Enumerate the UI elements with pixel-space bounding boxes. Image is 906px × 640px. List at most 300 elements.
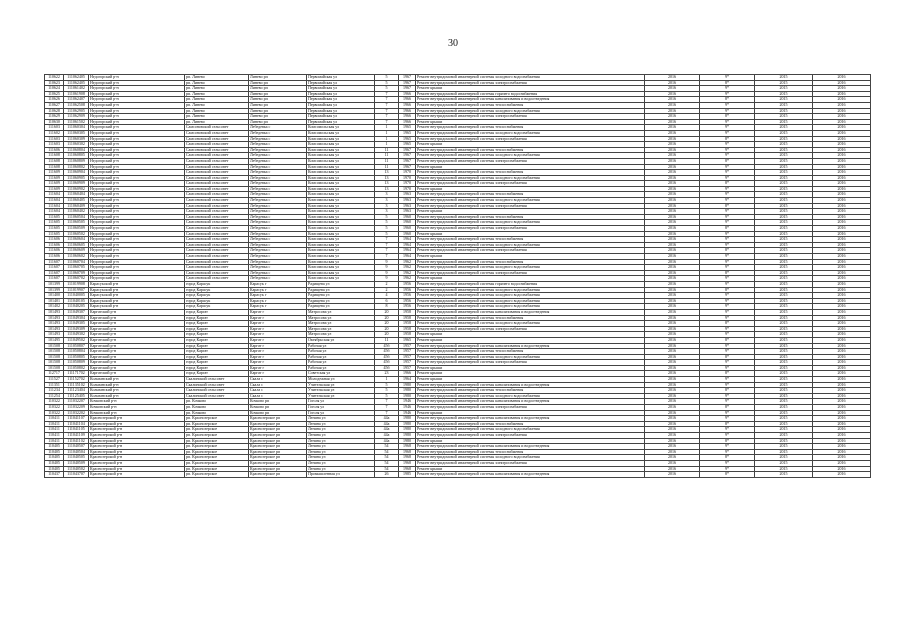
object-code-cell: 111019907: [64, 287, 89, 293]
row-id-cell: 111608: [45, 164, 64, 170]
repair-schedule-table: [44, 74, 871, 478]
object-code-cell: 111060409: [64, 203, 89, 209]
build-year-cell: 1967: [399, 80, 416, 86]
street-cell: Радищева ул: [307, 287, 375, 293]
row-id-cell: 110411: [45, 421, 64, 427]
priority-cell: 9*: [700, 466, 755, 472]
start-year-cell: 2015: [755, 91, 813, 97]
object-code-cell: 111032202: [64, 410, 89, 416]
street-cell: Комсомольская ул: [307, 181, 375, 187]
row-id-cell: 110625: [45, 91, 64, 97]
house-number-cell: 2: [375, 281, 399, 287]
object-code-cell: 111060502: [64, 231, 89, 237]
plan-year-cell: 2016: [645, 198, 700, 204]
start-year-cell: 2015: [755, 164, 813, 170]
street-cell: Матросова ул: [307, 309, 375, 315]
object-code-cell: 111040505: [64, 455, 89, 461]
row-id-cell: 110629: [45, 114, 64, 120]
build-year-cell: 1960: [399, 231, 416, 237]
street-cell: Комсомольская ул: [307, 220, 375, 226]
plan-year-cell: 2016: [645, 231, 700, 237]
row-id-cell: 111607: [45, 276, 64, 282]
start-year-cell: 2015: [755, 321, 813, 327]
start-year-cell: 2015: [755, 304, 813, 310]
district-cell: Каргатский р-н: [89, 321, 185, 327]
build-year-cell: 1958: [399, 315, 416, 321]
object-code-cell: 111032207: [64, 399, 89, 405]
plan-year-cell: 2016: [645, 226, 700, 232]
district-cell: Недогорский р-н: [89, 91, 185, 97]
build-year-cell: 1980: [399, 382, 416, 388]
end-year-cell: 2016: [813, 237, 871, 243]
start-year-cell: 2015: [755, 198, 813, 204]
plan-year-cell: 2016: [645, 248, 700, 254]
street-cell: Комсомольская ул: [307, 142, 375, 148]
work-type-cell: Ремонт внутридомовой инженерной системы электроснабжения: [416, 226, 645, 232]
locality-cell: Каргат г: [249, 332, 307, 338]
plan-year-cell: 2016: [645, 410, 700, 416]
work-type-cell: Ремонт внутридомовой инженерной системы канализования и водоотведения: [416, 97, 645, 103]
house-number-cell: 45б: [375, 349, 399, 355]
build-year-cell: 1960: [399, 226, 416, 232]
locality-cell: Линево рп: [249, 102, 307, 108]
plan-year-cell: 2016: [645, 147, 700, 153]
priority-cell: 9*: [700, 276, 755, 282]
object-code-cell: 111060804: [64, 147, 89, 153]
priority-cell: 9*: [700, 153, 755, 159]
object-code-cell: 111041105: [64, 427, 89, 433]
district-cell: Недогорский р-н: [89, 198, 185, 204]
priority-cell: 8*: [700, 114, 755, 120]
street-cell: Рабочая ул: [307, 349, 375, 355]
work-type-cell: Ремонт внутридомовой инженерной системы электроснабжения: [416, 326, 645, 332]
row-id-cell: 101495: [45, 337, 64, 343]
locality-cell: Каргат г: [249, 309, 307, 315]
priority-cell: 9*: [700, 198, 755, 204]
house-number-cell: 7: [375, 399, 399, 405]
plan-year-cell: 2016: [645, 309, 700, 315]
locality-cell: Краснозерское рп: [249, 449, 307, 455]
row-id-cell: 111606: [45, 147, 64, 153]
row-id-cell: 110322: [45, 399, 64, 405]
street-cell: Комсомольская ул: [307, 164, 375, 170]
start-year-cell: 2015: [755, 130, 813, 136]
row-id-cell: 110405: [45, 455, 64, 461]
plan-year-cell: 2016: [645, 321, 700, 327]
row-id-cell: 110630: [45, 119, 64, 125]
street-cell: Комсомольская ул: [307, 186, 375, 192]
locality-cell: Каргат г: [249, 365, 307, 371]
plan-year-cell: 2016: [645, 203, 700, 209]
house-number-cell: 5: [375, 388, 399, 394]
district-cell: Недогорский р-н: [89, 214, 185, 220]
row-id-cell: 101493: [45, 332, 64, 338]
end-year-cell: 2016: [813, 259, 871, 265]
row-id-cell: 111605: [45, 226, 64, 232]
start-year-cell: 2015: [755, 405, 813, 411]
house-number-cell: 54: [375, 444, 399, 450]
district-cell: Недогорский р-н: [89, 270, 185, 276]
build-year-cell: 1967: [399, 86, 416, 92]
work-type-cell: Ремонт внутридомовой инженерной системы теплоснабжения: [416, 147, 645, 153]
plan-year-cell: 2016: [645, 315, 700, 321]
municipality-cell: Самсоновский сельсовет: [185, 186, 249, 192]
district-cell: Каргатский р-н: [89, 360, 185, 366]
locality-cell: Краснозерское рп: [249, 460, 307, 466]
object-code-cell: 111060509: [64, 226, 89, 232]
start-year-cell: 2015: [755, 86, 813, 92]
row-id-cell: 112717: [45, 371, 64, 377]
row-id-cell: 111608: [45, 158, 64, 164]
page-number: 30: [448, 38, 458, 49]
district-cell: Кольванский р-н: [89, 388, 185, 394]
object-code-cell: 111040105: [64, 298, 89, 304]
start-year-cell: 2015: [755, 449, 813, 455]
street-cell: Комсомольская ул: [307, 158, 375, 164]
street-cell: Первомайская ул: [307, 86, 375, 92]
district-cell: Каргатский р-н: [89, 354, 185, 360]
plan-year-cell: 2016: [645, 337, 700, 343]
row-id-cell: 111351: [45, 382, 64, 388]
row-id-cell: 110405: [45, 460, 64, 466]
priority-cell: 8*: [700, 321, 755, 327]
end-year-cell: 2016: [813, 192, 871, 198]
municipality-cell: рп. Краснозерское: [185, 444, 249, 450]
work-type-cell: Ремонт внутридомовой инженерной системы холодного водоснабжения: [416, 393, 645, 399]
municipality-cell: Самсоновский сельсовет: [185, 248, 249, 254]
end-year-cell: 2016: [813, 343, 871, 349]
table-body: [45, 75, 871, 478]
plan-year-cell: 2016: [645, 449, 700, 455]
house-number-cell: 11: [375, 153, 399, 159]
house-number-cell: 9: [375, 270, 399, 276]
street-cell: Комсомольская ул: [307, 248, 375, 254]
priority-cell: 9*: [700, 326, 755, 332]
row-id-cell: 110411: [45, 416, 64, 422]
row-id-cell: 111527: [45, 377, 64, 383]
street-cell: Первомайская ул: [307, 80, 375, 86]
priority-cell: 9*: [700, 186, 755, 192]
house-number-cell: 1: [375, 377, 399, 383]
start-year-cell: 2015: [755, 175, 813, 181]
end-year-cell: 2016: [813, 108, 871, 114]
plan-year-cell: 2016: [645, 371, 700, 377]
work-type-cell: Ремонт внутридомовой инженерной системы теплоснабжения: [416, 214, 645, 220]
house-number-cell: 20: [375, 309, 399, 315]
street-cell: Рабочая ул: [307, 360, 375, 366]
object-code-cell: 111062508: [64, 102, 89, 108]
plan-year-cell: 2016: [645, 287, 700, 293]
end-year-cell: 2016: [813, 349, 871, 355]
plan-year-cell: 2016: [645, 254, 700, 260]
start-year-cell: 2015: [755, 119, 813, 125]
district-cell: Недогорский р-н: [89, 186, 185, 192]
district-cell: Каргатский р-н: [89, 371, 185, 377]
locality-cell: Каргат г: [249, 326, 307, 332]
priority-cell: 8*: [700, 158, 755, 164]
work-type-cell: Ремонт внутридомовой инженерной системы холодного водоснабжения: [416, 130, 645, 136]
work-type-cell: Ремонт внутридомовой инженерной системы теплоснабжения: [416, 170, 645, 176]
street-cell: Ленина ул: [307, 421, 375, 427]
street-cell: Первомайская ул: [307, 75, 375, 81]
end-year-cell: 2016: [813, 226, 871, 232]
start-year-cell: 2015: [755, 158, 813, 164]
start-year-cell: 2015: [755, 377, 813, 383]
end-year-cell: 2016: [813, 371, 871, 377]
locality-cell: Скала с: [249, 382, 307, 388]
house-number-cell: 13: [375, 170, 399, 176]
house-number-cell: 3: [375, 198, 399, 204]
municipality-cell: Самсоновский сельсовет: [185, 265, 249, 271]
end-year-cell: 2016: [813, 393, 871, 399]
municipality-cell: город Каргат: [185, 321, 249, 327]
municipality-cell: Самсоновский сельсовет: [185, 164, 249, 170]
work-type-cell: Ремонт внутридомовой инженерной системы теплоснабжения: [416, 349, 645, 355]
object-code-cell: 111049305: [64, 321, 89, 327]
row-id-cell: 111605: [45, 214, 64, 220]
end-year-cell: 2016: [813, 460, 871, 466]
municipality-cell: город Каргат: [185, 343, 249, 349]
municipality-cell: рп. Линево: [185, 80, 249, 86]
build-year-cell: 1970: [399, 170, 416, 176]
municipality-cell: рп. Краснозерское: [185, 472, 249, 478]
municipality-cell: город Карасук: [185, 304, 249, 310]
locality-cell: Линево рп: [249, 75, 307, 81]
plan-year-cell: 2016: [645, 270, 700, 276]
row-id-cell: 101508: [45, 343, 64, 349]
work-type-cell: Ремонт внутридомовой инженерной системы электроснабжения: [416, 360, 645, 366]
plan-year-cell: 2016: [645, 259, 700, 265]
plan-year-cell: 2016: [645, 438, 700, 444]
district-cell: Недогорский р-н: [89, 125, 185, 131]
house-number-cell: 54: [375, 455, 399, 461]
district-cell: Недогорский р-н: [89, 80, 185, 86]
district-cell: Недогорский р-н: [89, 114, 185, 120]
priority-cell: 8*: [700, 388, 755, 394]
start-year-cell: 2015: [755, 315, 813, 321]
end-year-cell: 2016: [813, 186, 871, 192]
plan-year-cell: 2016: [645, 237, 700, 243]
plan-year-cell: 2016: [645, 214, 700, 220]
district-cell: Кочковский р-н: [89, 410, 185, 416]
priority-cell: 8*: [700, 270, 755, 276]
locality-cell: Линево рп: [249, 80, 307, 86]
work-type-cell: Ремонт внутридомовой инженерной системы холодного водоснабжения: [416, 354, 645, 360]
street-cell: Комсомольская ул: [307, 270, 375, 276]
start-year-cell: 2015: [755, 254, 813, 260]
house-number-cell: 1: [375, 142, 399, 148]
district-cell: Кольванский р-н: [89, 393, 185, 399]
build-year-cell: 1963: [399, 209, 416, 215]
work-type-cell: Ремонт крыши: [416, 254, 645, 260]
work-type-cell: Ремонт внутридомовой инженерной системы горячего водоснабжения: [416, 91, 645, 97]
work-type-cell: Ремонт внутридомовой инженерной системы теплоснабжения: [416, 237, 645, 243]
locality-cell: Линево рп: [249, 114, 307, 120]
municipality-cell: Самсоновский сельсовет: [185, 198, 249, 204]
build-year-cell: 1962: [399, 259, 416, 265]
house-number-cell: 13: [375, 175, 399, 181]
end-year-cell: 2016: [813, 142, 871, 148]
district-cell: Недогорский р-н: [89, 142, 185, 148]
district-cell: Недогорский р-н: [89, 86, 185, 92]
end-year-cell: 2016: [813, 170, 871, 176]
object-code-cell: 111060809: [64, 158, 89, 164]
start-year-cell: 2015: [755, 466, 813, 472]
house-number-cell: 44а: [375, 421, 399, 427]
object-code-cell: 111062909: [64, 114, 89, 120]
work-type-cell: Ремонт внутридомовой инженерной системы электроснабжения: [416, 248, 645, 254]
street-cell: Комсомольская ул: [307, 242, 375, 248]
street-cell: Комсомольская ул: [307, 130, 375, 136]
object-code-cell: 111060405: [64, 198, 89, 204]
street-cell: Комсомольская ул: [307, 203, 375, 209]
row-id-cell: 111606: [45, 242, 64, 248]
start-year-cell: 2015: [755, 214, 813, 220]
district-cell: Кочковский р-н: [89, 399, 185, 405]
priority-cell: 9*: [700, 231, 755, 237]
house-number-cell: 7: [375, 91, 399, 97]
street-cell: Первомайская ул: [307, 108, 375, 114]
build-year-cell: 1966: [399, 91, 416, 97]
plan-year-cell: 2016: [645, 209, 700, 215]
build-year-cell: 1967: [399, 75, 416, 81]
object-code-cell: 111060604: [64, 237, 89, 243]
municipality-cell: Самсоновский сельсовет: [185, 203, 249, 209]
start-year-cell: 2015: [755, 410, 813, 416]
district-cell: Недогорский р-н: [89, 226, 185, 232]
street-cell: Комсомольская ул: [307, 192, 375, 198]
street-cell: Комсомольская ул: [307, 259, 375, 265]
municipality-cell: Самсоновский сельсовет: [185, 226, 249, 232]
house-number-cell: 3: [375, 192, 399, 198]
plan-year-cell: 2016: [645, 91, 700, 97]
street-cell: Комсомольская ул: [307, 170, 375, 176]
build-year-cell: 1967: [399, 147, 416, 153]
locality-cell: Линево рп: [249, 119, 307, 125]
object-code-cell: 111123404: [64, 388, 89, 394]
locality-cell: Лебедевка с: [249, 147, 307, 153]
priority-cell: 9*: [700, 449, 755, 455]
district-cell: Недогорский р-н: [89, 254, 185, 260]
locality-cell: Кочково рп: [249, 405, 307, 411]
street-cell: Комсомольская ул: [307, 125, 375, 131]
house-number-cell: 44а: [375, 427, 399, 433]
start-year-cell: 2015: [755, 460, 813, 466]
house-number-cell: 20: [375, 326, 399, 332]
locality-cell: Скала с: [249, 377, 307, 383]
start-year-cell: 2015: [755, 102, 813, 108]
street-cell: Ленина ул: [307, 438, 375, 444]
plan-year-cell: 2016: [645, 75, 700, 81]
object-code-cell: 111171702: [64, 371, 89, 377]
district-cell: Краснозерский р-н: [89, 472, 185, 478]
work-type-cell: Ремонт внутридомовой инженерной системы горячего водоснабжения: [416, 281, 645, 287]
start-year-cell: 2015: [755, 472, 813, 478]
object-code-cell: 111040504: [64, 449, 89, 455]
start-year-cell: 2015: [755, 114, 813, 120]
end-year-cell: 2016: [813, 281, 871, 287]
start-year-cell: 2015: [755, 293, 813, 299]
row-id-cell: 111605: [45, 220, 64, 226]
locality-cell: Линево рп: [249, 86, 307, 92]
locality-cell: Карасук г: [249, 293, 307, 299]
priority-cell: 8*: [700, 472, 755, 478]
start-year-cell: 2015: [755, 153, 813, 159]
district-cell: Краснозерский р-н: [89, 449, 185, 455]
end-year-cell: 2016: [813, 147, 871, 153]
row-id-cell: 111609: [45, 170, 64, 176]
build-year-cell: 1958: [399, 321, 416, 327]
work-type-cell: Ремонт внутридомовой инженерной системы холодного водоснабжения: [416, 298, 645, 304]
object-code-cell: 111043707: [64, 472, 89, 478]
locality-cell: Скала с: [249, 388, 307, 394]
district-cell: Краснозерский р-н: [89, 427, 185, 433]
row-id-cell: 101401: [45, 298, 64, 304]
end-year-cell: 2016: [813, 421, 871, 427]
work-type-cell: Ремонт внутридомовой инженерной системы холодного водоснабжения: [416, 321, 645, 327]
plan-year-cell: 2016: [645, 170, 700, 176]
municipality-cell: город Каргат: [185, 332, 249, 338]
municipality-cell: Самсоновский сельсовет: [185, 175, 249, 181]
row-id-cell: 101508: [45, 365, 64, 371]
district-cell: Недогорский р-н: [89, 192, 185, 198]
street-cell: Ленина ул: [307, 449, 375, 455]
priority-cell: 8*: [700, 97, 755, 103]
object-code-cell: 111060904: [64, 170, 89, 176]
build-year-cell: 1980: [399, 438, 416, 444]
locality-cell: Лебедевка с: [249, 203, 307, 209]
table-row: [45, 472, 871, 478]
end-year-cell: 2016: [813, 293, 871, 299]
start-year-cell: 2015: [755, 181, 813, 187]
municipality-cell: город Каргат: [185, 371, 249, 377]
end-year-cell: 2016: [813, 86, 871, 92]
house-number-cell: 7: [375, 114, 399, 120]
priority-cell: 9*: [700, 170, 755, 176]
priority-cell: 9*: [700, 242, 755, 248]
work-type-cell: Ремонт крыши: [416, 337, 645, 343]
plan-year-cell: 2016: [645, 405, 700, 411]
plan-year-cell: 2016: [645, 125, 700, 131]
object-code-cell: 111019908: [64, 281, 89, 287]
locality-cell: Лебедевка с: [249, 226, 307, 232]
object-code-cell: 111060709: [64, 270, 89, 276]
district-cell: Недогорский р-н: [89, 231, 185, 237]
end-year-cell: 2016: [813, 405, 871, 411]
work-type-cell: Ремонт внутридомовой инженерной системы канализования и водоотведения: [416, 382, 645, 388]
work-type-cell: Ремонт крыши: [416, 371, 645, 377]
municipality-cell: Самсоновский сельсовет: [185, 147, 249, 153]
house-number-cell: 9: [375, 276, 399, 282]
end-year-cell: 2016: [813, 175, 871, 181]
locality-cell: Карасук г: [249, 287, 307, 293]
plan-year-cell: 2016: [645, 365, 700, 371]
object-code-cell: 111041107: [64, 416, 89, 422]
end-year-cell: 2016: [813, 304, 871, 310]
municipality-cell: рп. Кочково: [185, 410, 249, 416]
house-number-cell: 8: [375, 304, 399, 310]
row-id-cell: 111606: [45, 237, 64, 243]
house-number-cell: 5: [375, 80, 399, 86]
priority-cell: 9*: [700, 298, 755, 304]
street-cell: Учительская ул: [307, 388, 375, 394]
start-year-cell: 2015: [755, 309, 813, 315]
municipality-cell: рп. Линево: [185, 102, 249, 108]
municipality-cell: Самсоновский сельсовет: [185, 209, 249, 215]
municipality-cell: рп. Краснозерское: [185, 433, 249, 439]
plan-year-cell: 2016: [645, 354, 700, 360]
work-type-cell: Ремонт внутридомовой инженерной системы холодного водоснабжения: [416, 427, 645, 433]
